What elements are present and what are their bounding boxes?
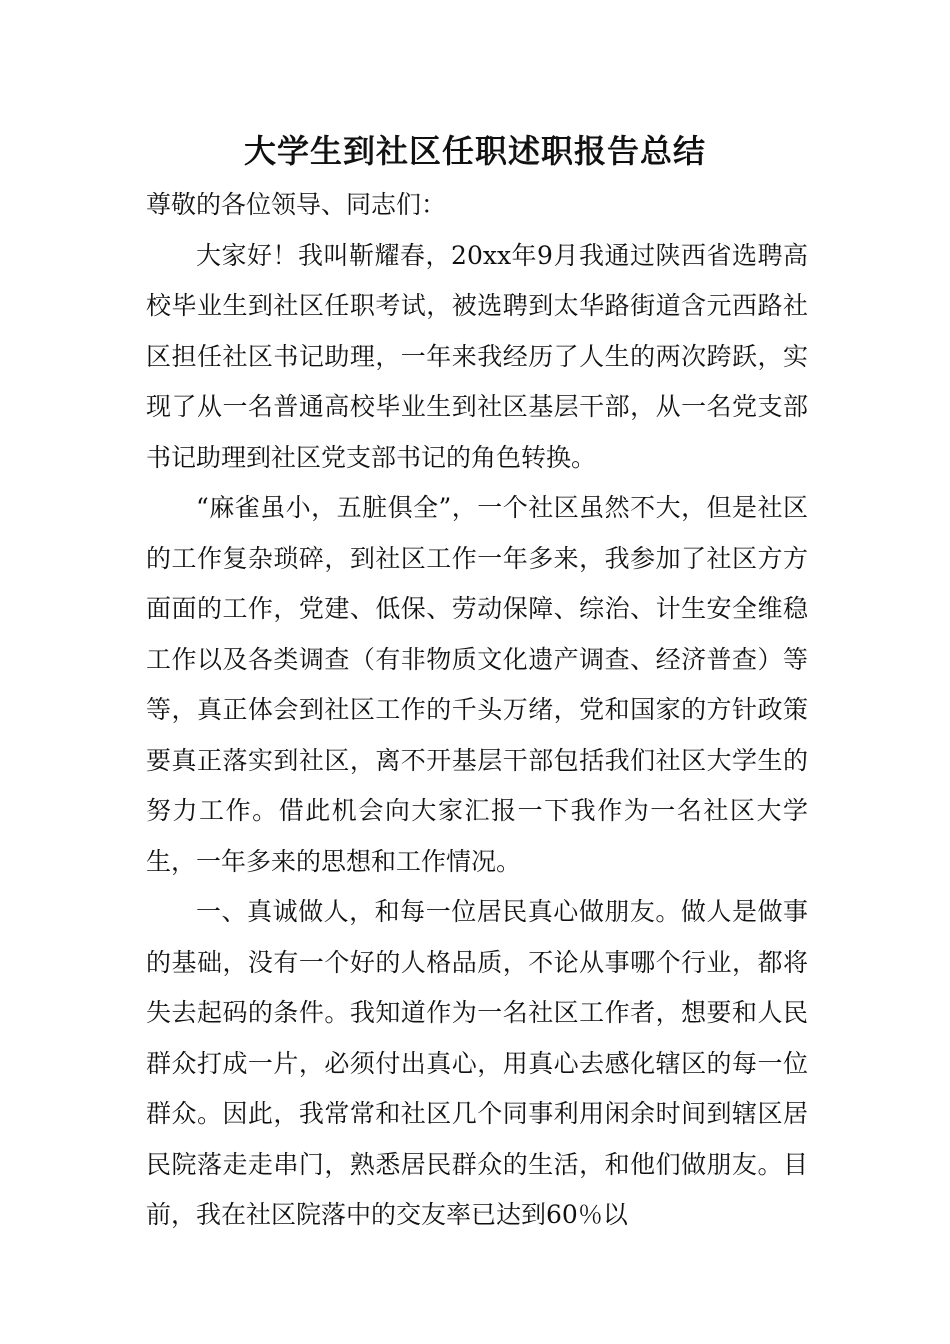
paragraph-1: 大家好！我叫靳耀春，20xx年9月我通过陕西省选聘高校毕业生到社区任职考试，被选聘到太华路街道含元西路社区担任社区书记助理，一年来我经历了人生的两次跨跃，实现了从一名普通高校毕业生到社区基层干部，从一名党支部书记助理到社区党支部书记的角色转换。 [146,240,808,472]
document-body [146,180,808,1241]
paragraph-3: 一、真诚做人，和每一位居民真心做朋友。做人是做事的基础，没有一个好的人格品质，不论从事哪个行业，都将失去起码的条件。我知道作为一名社区工作者，想要和人民群众打成一片，必须付出真心，用真心去感化辖区的每一位群众。因此，我常常和社区几个同事利用闲余时间到辖区居民院落走走串门，熟悉居民群众的生活，和他们做朋友。目前，我在社区院落中的交友率已达到60％以 [146,897,808,1229]
salutation: 尊敬的各位领导、同志们： [146,190,447,219]
paragraph-2: “麻雀虽小，五脏俱全”，一个社区虽然不大，但是社区的工作复杂琐碎，到社区工作一年多来，我参加了社区方方面面的工作，党建、低保、劳动保障、综治、计生安全维稳工作以及各类调查（有非物质文化遗产调查、经济普查）等等，真正体会到社区工作的千头万绪，党和国家的方针政策要真正落实到社区，离不开基层干部包括我们社区大学生的努力工作。借此机会向大家汇报一下我作为一名社区大学生，一年多来的思想和工作情况。 [146,493,808,876]
document-title: 大学生到社区任职述职报告总结 [243,132,706,170]
